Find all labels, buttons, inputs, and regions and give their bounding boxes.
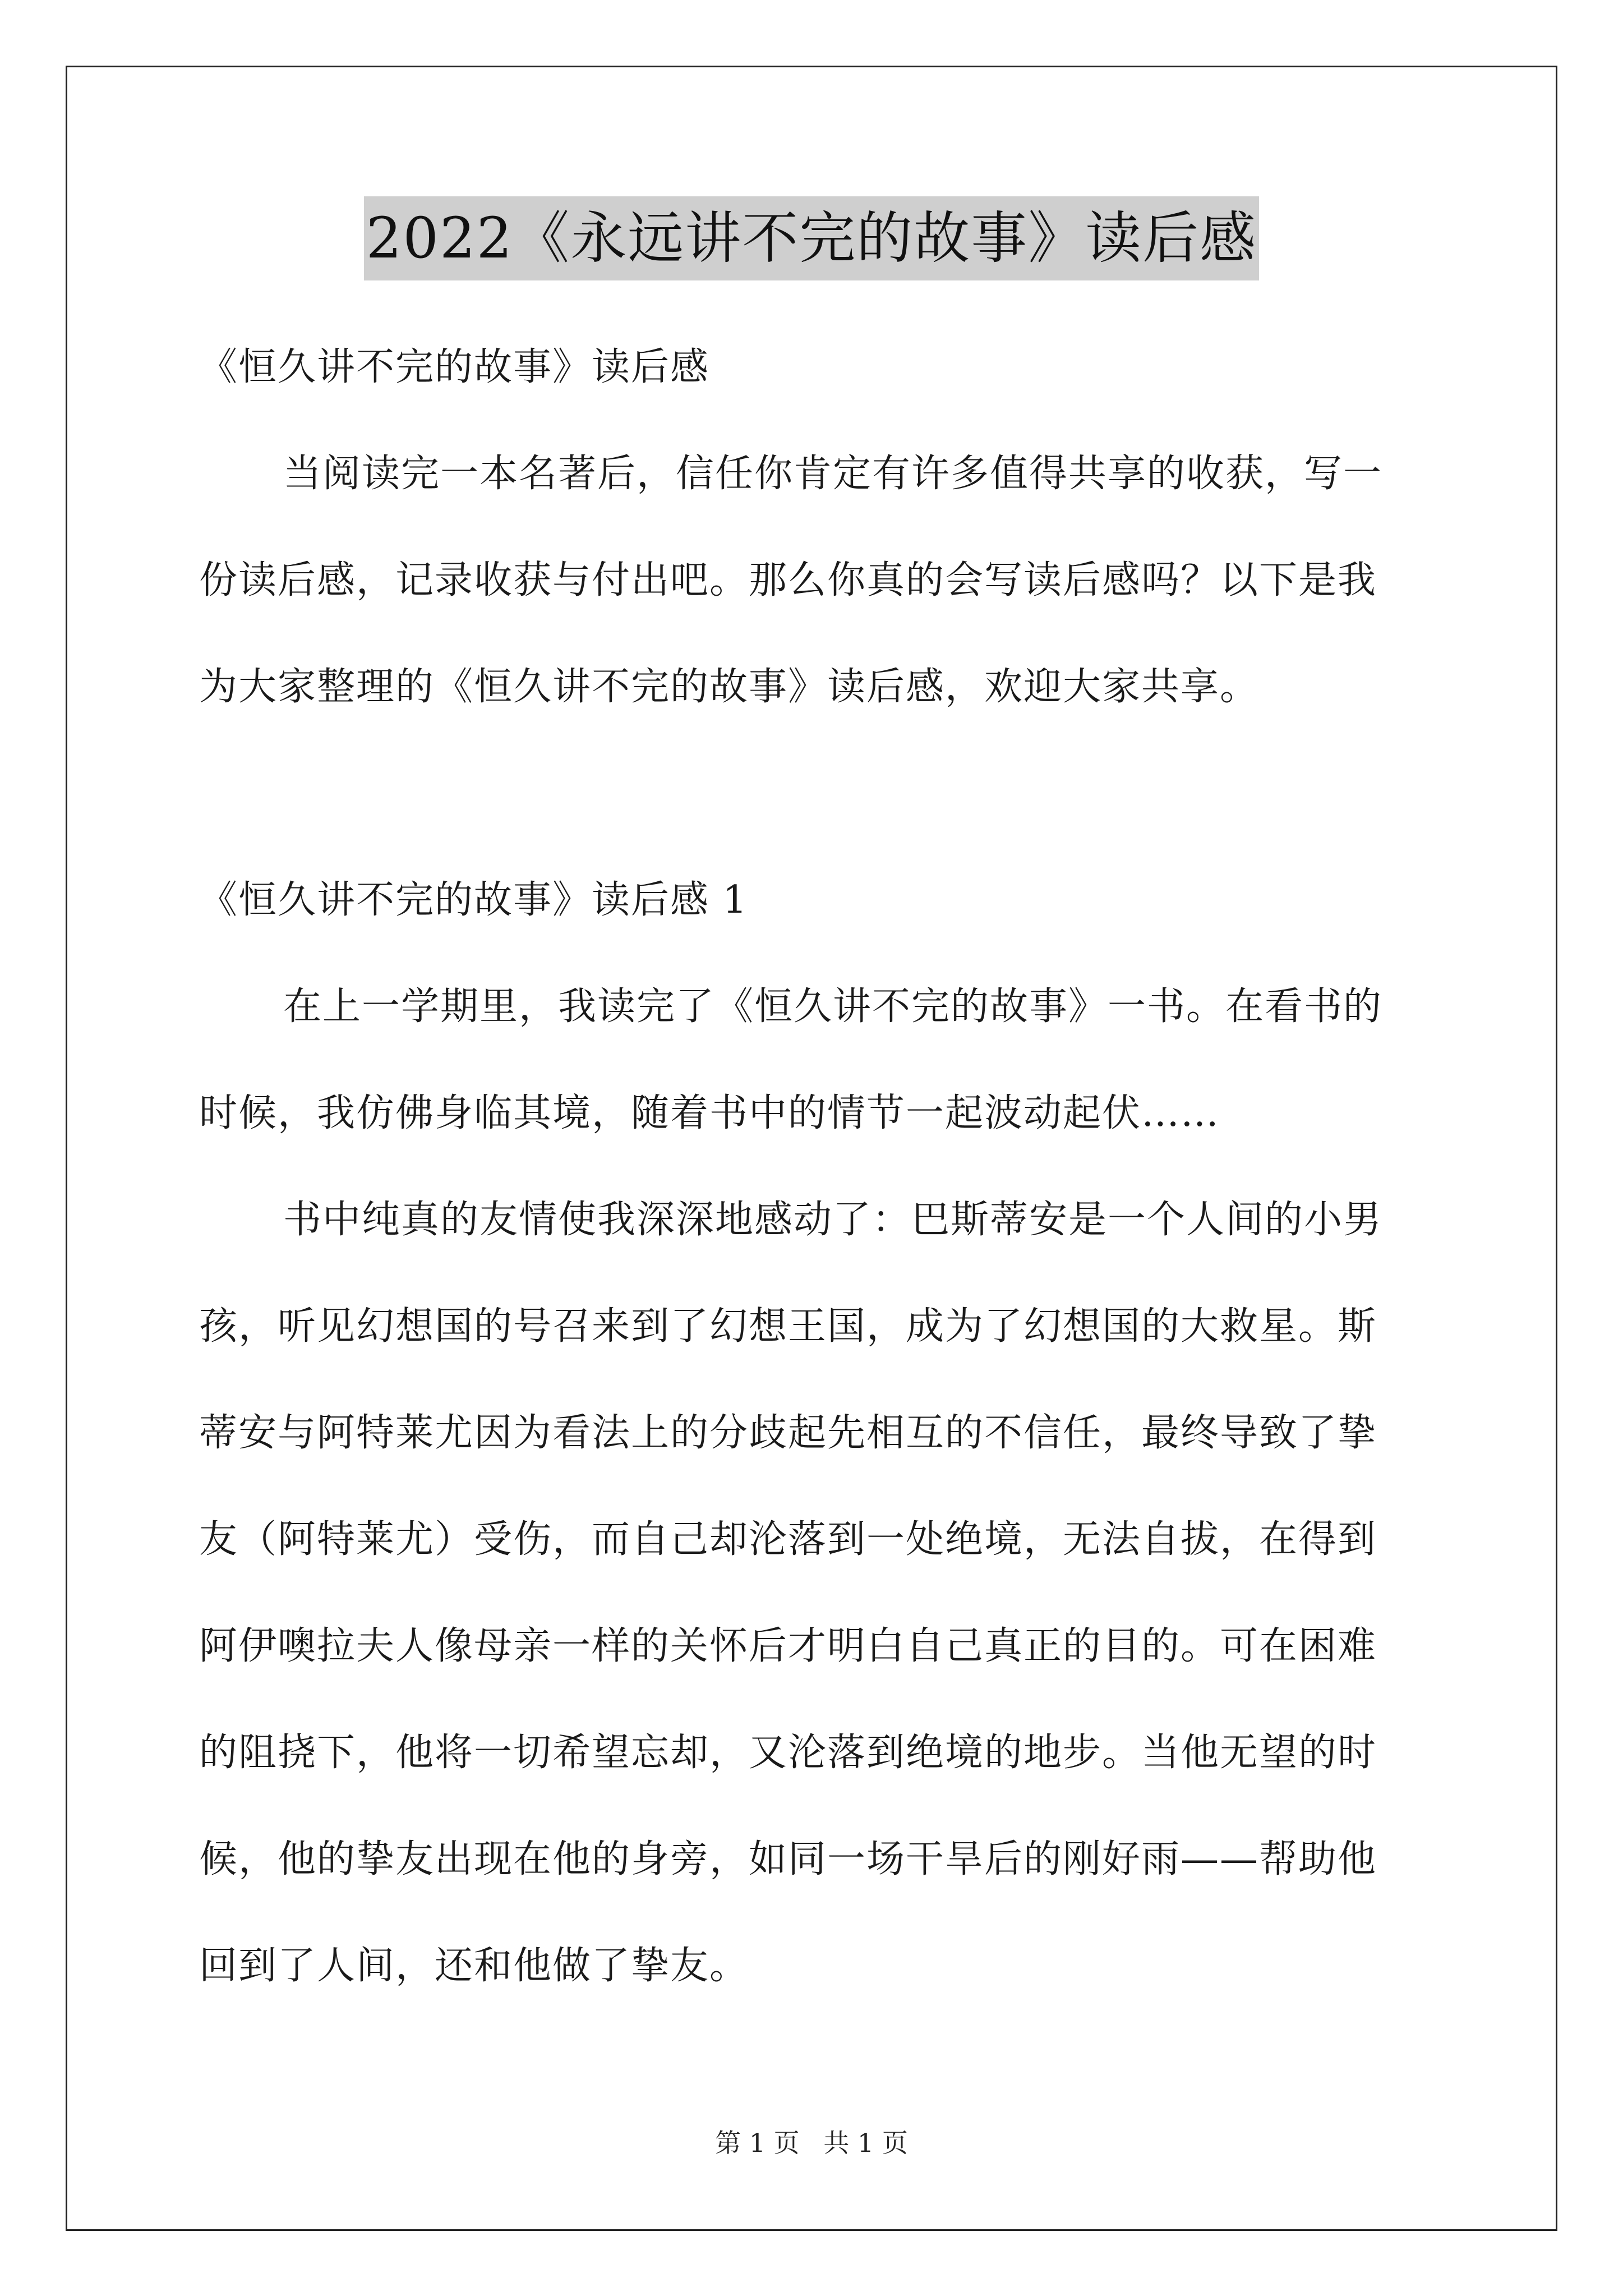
paragraph-line: 时候，我仿佛身临其境，随着书中的情节一起波动起伏…… bbox=[199, 1091, 1220, 1135]
paragraph-line: 候，他的挚友出现在他的身旁，如同一场干旱后的刚好雨——帮助他 bbox=[199, 1837, 1377, 1881]
title-container bbox=[0, 196, 1623, 280]
intro-line: 当阅读完一本名著后，信任你肯定有许多值得共享的收获，写一 bbox=[283, 452, 1383, 496]
document-body bbox=[199, 314, 1433, 2019]
subtitle: 《恒久讲不完的故事》读后感 bbox=[199, 345, 710, 389]
section-heading: 《恒久讲不完的故事》读后感 1 bbox=[199, 878, 748, 922]
paragraph-line: 友（阿特莱尤）受伤，而自己却沦落到一处绝境，无法自拔，在得到 bbox=[199, 1517, 1377, 1562]
paragraph-line: 在上一学期里，我读完了《恒久讲不完的故事》一书。在看书的 bbox=[283, 984, 1383, 1029]
intro-line: 为大家整理的《恒久讲不完的故事》读后感，欢迎大家共享。 bbox=[199, 665, 1260, 709]
page-footer bbox=[0, 2126, 1623, 2160]
paragraph-line: 阿伊噢拉夫人像母亲一样的关怀后才明白自己真正的目的。可在困难 bbox=[199, 1624, 1377, 1668]
paragraph-line: 的阻挠下，他将一切希望忘却，又沦落到绝境的地步。当他无望的时 bbox=[199, 1731, 1377, 1775]
paragraph-line: 蒂安与阿特莱尤因为看法上的分歧起先相互的不信任，最终导致了挚 bbox=[199, 1411, 1377, 1455]
paragraph-line: 书中纯真的友情使我深深地感动了：巴斯蒂安是一个人间的小男 bbox=[283, 1198, 1383, 1242]
page-number: 第 1 页 bbox=[715, 2128, 800, 2158]
paragraph-line: 孩，听见幻想国的号召来到了幻想王国，成为了幻想国的大救星。斯 bbox=[199, 1304, 1377, 1349]
blank-line bbox=[199, 740, 1433, 847]
page-total: 共 1 页 bbox=[823, 2128, 908, 2158]
intro-line: 份读后感，记录收获与付出吧。那么你真的会写读后感吗？以下是我 bbox=[199, 558, 1377, 602]
document-title: 2022《永远讲不完的故事》读后感 bbox=[364, 196, 1260, 280]
paragraph-line: 回到了人间，还和他做了挚友。 bbox=[199, 1944, 749, 1988]
